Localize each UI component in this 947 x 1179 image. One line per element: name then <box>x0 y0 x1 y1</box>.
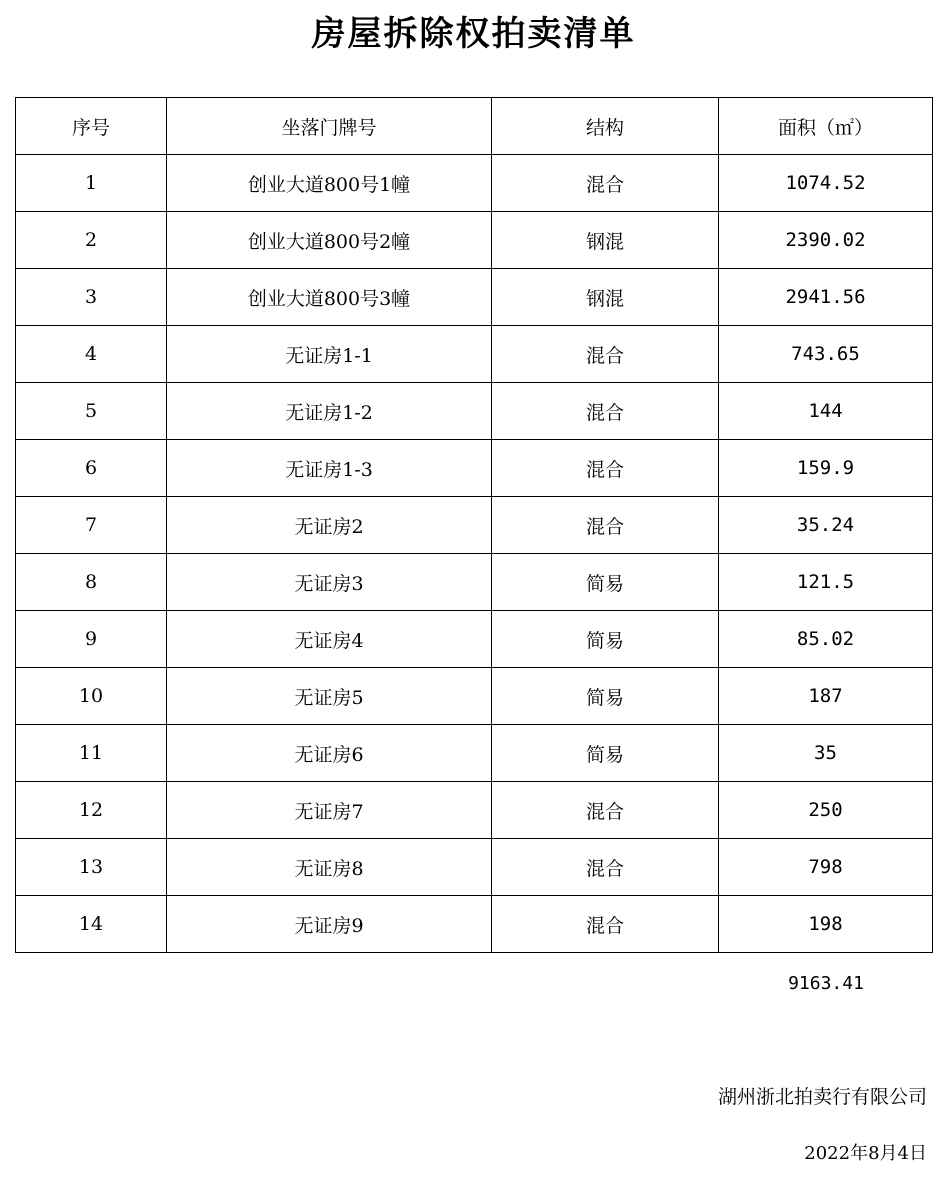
structure: 简易 <box>492 668 719 725</box>
address: 创业大道800号2幢 <box>167 212 492 269</box>
page-title: 房屋拆除权拍卖清单 <box>311 14 636 54</box>
structure: 混合 <box>492 839 719 896</box>
structure: 混合 <box>492 896 719 953</box>
serial-number: 3 <box>16 269 167 326</box>
table-row <box>16 668 933 725</box>
area: 250 <box>719 782 933 839</box>
area: 159.9 <box>719 440 933 497</box>
serial-number: 2 <box>16 212 167 269</box>
serial-number: 13 <box>16 839 167 896</box>
address: 无证房9 <box>167 896 492 953</box>
area: 35 <box>719 725 933 782</box>
serial-number: 10 <box>16 668 167 725</box>
table-row <box>16 383 933 440</box>
area: 144 <box>719 383 933 440</box>
address: 无证房7 <box>167 782 492 839</box>
address: 无证房8 <box>167 839 492 896</box>
table-row <box>16 782 933 839</box>
serial-number: 1 <box>16 155 167 212</box>
address: 无证房4 <box>167 611 492 668</box>
serial-number: 8 <box>16 554 167 611</box>
area: 187 <box>719 668 933 725</box>
area: 85.02 <box>719 611 933 668</box>
structure: 混合 <box>492 497 719 554</box>
table-row <box>16 212 933 269</box>
table-row <box>16 896 933 953</box>
structure: 混合 <box>492 440 719 497</box>
structure: 简易 <box>492 611 719 668</box>
area: 1074.52 <box>719 155 933 212</box>
serial-number: 7 <box>16 497 167 554</box>
table-header-row <box>16 98 933 155</box>
address: 无证房1-3 <box>167 440 492 497</box>
table-row <box>16 326 933 383</box>
header-address: 坐落门牌号 <box>167 98 492 155</box>
serial-number: 4 <box>16 326 167 383</box>
area: 798 <box>719 839 933 896</box>
structure: 混合 <box>492 383 719 440</box>
table-row <box>16 497 933 554</box>
header-area: 面积（㎡） <box>719 98 933 155</box>
address: 无证房1-1 <box>167 326 492 383</box>
area: 198 <box>719 896 933 953</box>
table-row <box>16 839 933 896</box>
address: 创业大道800号3幢 <box>167 269 492 326</box>
serial-number: 5 <box>16 383 167 440</box>
area: 35.24 <box>719 497 933 554</box>
structure: 钢混 <box>492 212 719 269</box>
document-date: 2022年8月4日 <box>804 1143 927 1164</box>
address: 创业大道800号1幢 <box>167 155 492 212</box>
table-row <box>16 269 933 326</box>
address: 无证房6 <box>167 725 492 782</box>
auction-table <box>15 97 933 953</box>
structure: 混合 <box>492 326 719 383</box>
serial-number: 12 <box>16 782 167 839</box>
total-area: 9163.41 <box>788 973 864 994</box>
table-row <box>16 554 933 611</box>
serial-number: 9 <box>16 611 167 668</box>
area: 2941.56 <box>719 269 933 326</box>
table-row <box>16 725 933 782</box>
address: 无证房3 <box>167 554 492 611</box>
serial-number: 11 <box>16 725 167 782</box>
structure: 钢混 <box>492 269 719 326</box>
address: 无证房5 <box>167 668 492 725</box>
address: 无证房2 <box>167 497 492 554</box>
table-row <box>16 611 933 668</box>
area: 743.65 <box>719 326 933 383</box>
address: 无证房1-2 <box>167 383 492 440</box>
area: 2390.02 <box>719 212 933 269</box>
table-row <box>16 440 933 497</box>
structure: 简易 <box>492 554 719 611</box>
header-structure: 结构 <box>492 98 719 155</box>
structure: 混合 <box>492 782 719 839</box>
company-name: 湖州浙北拍卖行有限公司 <box>717 1086 927 1108</box>
area: 121.5 <box>719 554 933 611</box>
header-serial-number: 序号 <box>16 98 167 155</box>
serial-number: 6 <box>16 440 167 497</box>
structure: 简易 <box>492 725 719 782</box>
serial-number: 14 <box>16 896 167 953</box>
structure: 混合 <box>492 155 719 212</box>
table-row <box>16 155 933 212</box>
